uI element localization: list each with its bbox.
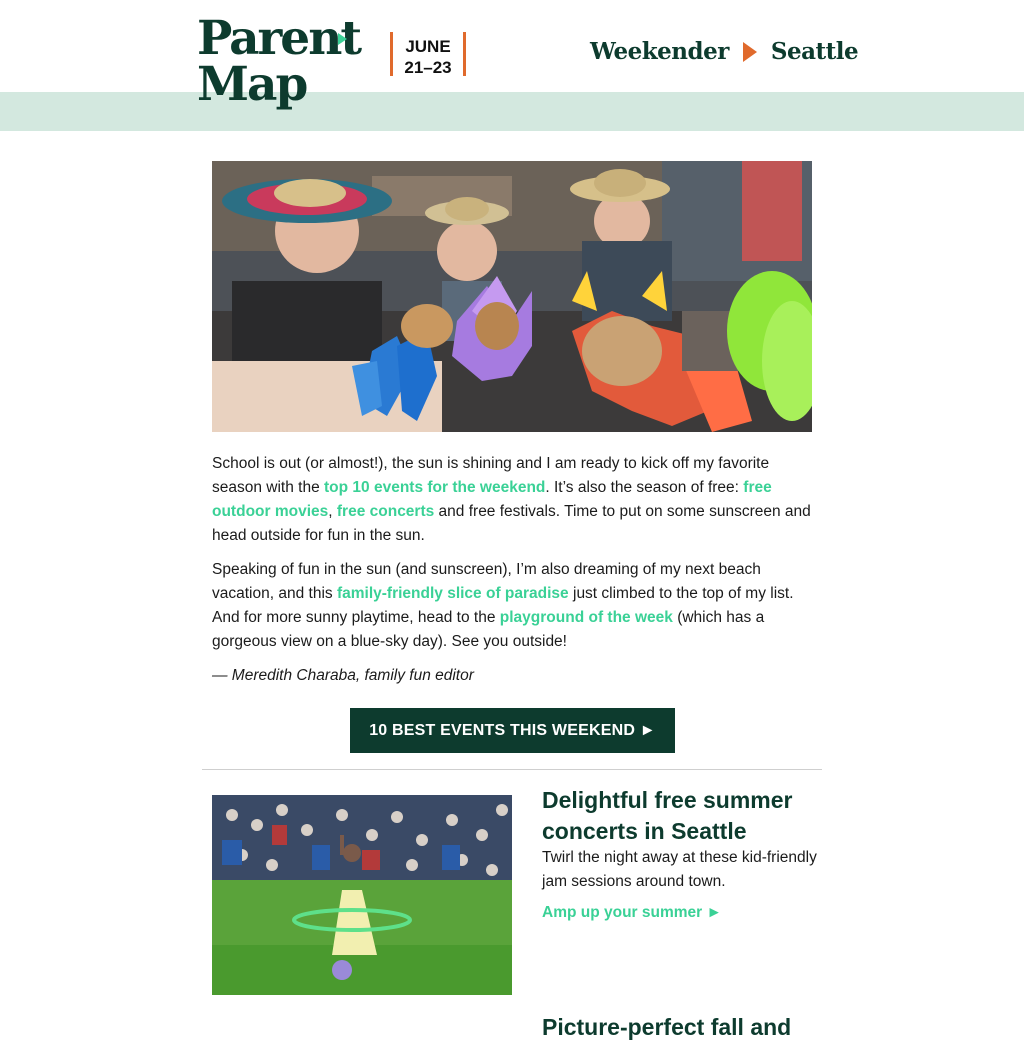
best-events-button[interactable]: 10 BEST EVENTS THIS WEEKEND ► bbox=[350, 708, 675, 753]
intro-paragraph-2: Speaking of fun in the sun (and sunscreen), I’m also dreaming of my next beach vacation, and this family-friendly slice of paradise just climbed to the top of my list. And for more sunny playtime, head to the playground of the week (which has a gorgeous view on a blue-sky day). See you outside! bbox=[212, 561, 794, 650]
parentmap-logo[interactable] bbox=[197, 11, 361, 112]
section-divider bbox=[202, 769, 822, 770]
city-name: Seattle bbox=[770, 38, 859, 65]
feature-image[interactable] bbox=[212, 795, 512, 995]
family-friendly-paradise-link[interactable]: family-friendly slice of paradise bbox=[336, 585, 569, 602]
issue-date bbox=[390, 32, 466, 76]
intro-text bbox=[212, 452, 812, 698]
play-icon bbox=[338, 33, 347, 45]
feature-description: Twirl the night away at these kid-friendly jam sessions around town. bbox=[542, 849, 817, 890]
arrow-right-icon bbox=[743, 42, 757, 62]
feature-link[interactable]: Amp up your summer ► bbox=[542, 904, 722, 921]
newsletter-name: Weekender bbox=[590, 38, 729, 65]
logo-line-1: Parent bbox=[197, 11, 361, 66]
top-10-events-link[interactable]: top 10 events for the weekend bbox=[324, 479, 546, 496]
free-outdoor-movies-link[interactable]: free outdoor movies bbox=[212, 479, 772, 520]
date-month: JUNE bbox=[405, 37, 451, 56]
hero-image[interactable] bbox=[212, 161, 812, 432]
feature-title[interactable]: Delightful free summer concerts in Seattle bbox=[542, 787, 793, 844]
logo-line-2: Map bbox=[197, 57, 307, 112]
playground-of-the-week-link[interactable]: playground of the week bbox=[499, 609, 673, 626]
date-range: 21–23 bbox=[404, 58, 452, 77]
intro-paragraph-1: School is out (or almost!), the sun is shining and I am ready to kick off my favorite season with the top 10 events for the weekend. It’s also the season of free: free outdoor movies, free concerts and free festivals. Time to put on some sunscreen and head outside for fun in the sun. bbox=[212, 455, 811, 544]
newsletter-brand bbox=[590, 38, 858, 65]
next-feature-title[interactable]: Picture-perfect fall and bbox=[542, 1014, 792, 1040]
header bbox=[0, 0, 1024, 131]
editor-signature: — Meredith Charaba, family fun editor bbox=[212, 667, 474, 684]
free-concerts-link[interactable]: free concerts bbox=[336, 503, 435, 520]
